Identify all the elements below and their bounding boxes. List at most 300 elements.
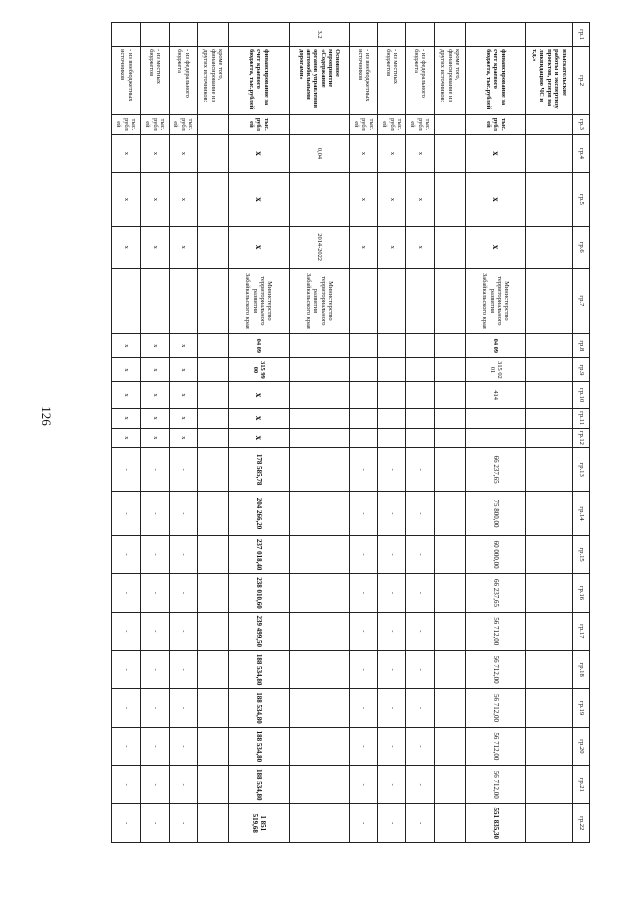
cell-gr16: 238 010,60	[229, 574, 290, 612]
header-cell: гр.11	[572, 408, 589, 428]
cell-gr20: -	[406, 727, 434, 765]
cell-gr20: -	[112, 727, 141, 765]
cell-gr22: -	[141, 804, 169, 843]
cell-gr19: -	[406, 689, 434, 727]
cell-number	[350, 23, 378, 47]
header-cell: гр.8	[572, 334, 589, 358]
cell-gr15: -	[141, 535, 169, 573]
cell-gr13: -	[350, 448, 378, 492]
cell-gr19: 56 712,00	[465, 689, 526, 727]
cell-gr6: x	[465, 226, 526, 268]
cell-gr15	[197, 535, 228, 573]
cell-unit	[197, 115, 228, 135]
cell-gr20: 56 712,00	[465, 727, 526, 765]
cell-gr22	[289, 804, 350, 843]
cell-gr4: x	[350, 134, 378, 172]
table-row	[197, 23, 228, 843]
cell-gr12	[350, 428, 378, 448]
header-cell: гр.7	[572, 268, 589, 334]
cell-gr7	[378, 268, 406, 334]
cell-number: 3.2	[289, 23, 350, 47]
cell-gr6	[526, 226, 572, 268]
cell-gr19	[197, 689, 228, 727]
header-cell: гр.2	[572, 47, 589, 115]
cell-gr7	[141, 268, 169, 334]
header-cell: гр.3	[572, 115, 589, 135]
cell-number	[406, 23, 434, 47]
cell-gr7	[406, 268, 434, 334]
cell-gr8: x	[141, 334, 169, 358]
cell-gr4: x	[229, 134, 290, 172]
cell-gr4: x	[406, 134, 434, 172]
cell-gr10: x	[112, 382, 141, 408]
cell-gr9: x	[169, 358, 197, 382]
cell-name: - из федерального бюджета	[406, 47, 434, 115]
header-cell: гр.12	[572, 428, 589, 448]
cell-gr19: -	[169, 689, 197, 727]
table-row	[465, 23, 526, 843]
cell-name: - из местных бюджетов	[378, 47, 406, 115]
cell-gr5: x	[112, 173, 141, 227]
cell-gr12: x	[229, 428, 290, 448]
cell-name: - из местных бюджетов	[141, 47, 169, 115]
cell-gr9	[289, 358, 350, 382]
cell-gr10	[289, 382, 350, 408]
header-cell: гр.10	[572, 382, 589, 408]
cell-gr18: -	[141, 650, 169, 688]
cell-number	[141, 23, 169, 47]
cell-gr22	[197, 804, 228, 843]
cell-gr14: -	[378, 492, 406, 536]
cell-gr6: 2014-2022	[289, 226, 350, 268]
cell-name: изыскательские работы и экспертизу проектов, резерв на ликвидацию ЧС и т.д.»	[526, 47, 572, 115]
cell-gr12	[406, 428, 434, 448]
cell-gr18: 188 534,80	[229, 650, 290, 688]
cell-name: кроме того, финансирование из других источников:	[197, 47, 228, 115]
cell-gr15: -	[169, 535, 197, 573]
cell-gr12	[465, 428, 526, 448]
cell-gr14: -	[112, 492, 141, 536]
cell-gr19: -	[350, 689, 378, 727]
cell-unit: тыс. рублей	[112, 115, 141, 135]
cell-gr5: x	[465, 173, 526, 227]
header-cell: гр.5	[572, 173, 589, 227]
cell-gr15	[289, 535, 350, 573]
cell-gr8: 04 09	[465, 334, 526, 358]
header-cell: гр.20	[572, 727, 589, 765]
cell-gr12: x	[141, 428, 169, 448]
cell-gr4: 0,04	[289, 134, 350, 172]
cell-unit	[434, 115, 465, 135]
header-row	[572, 23, 589, 843]
cell-gr15: -	[112, 535, 141, 573]
cell-gr14: -	[141, 492, 169, 536]
header-cell: гр.4	[572, 134, 589, 172]
cell-gr21: -	[141, 766, 169, 804]
budget-table	[111, 22, 590, 843]
header-cell: гр.18	[572, 650, 589, 688]
cell-gr18: -	[169, 650, 197, 688]
cell-gr18: 56 712,00	[465, 650, 526, 688]
table-row	[169, 23, 197, 843]
cell-gr9	[526, 358, 572, 382]
cell-gr15: -	[406, 535, 434, 573]
cell-gr19: 188 534,80	[229, 689, 290, 727]
cell-gr8	[350, 334, 378, 358]
table-row	[406, 23, 434, 843]
cell-gr16: 66 237,65	[465, 574, 526, 612]
cell-gr17: -	[112, 612, 141, 650]
cell-gr6: x	[378, 226, 406, 268]
cell-gr4: x	[378, 134, 406, 172]
cell-gr13	[526, 448, 572, 492]
cell-gr21: -	[112, 766, 141, 804]
cell-gr20: -	[378, 727, 406, 765]
cell-gr10	[350, 382, 378, 408]
header-cell: гр.15	[572, 535, 589, 573]
cell-gr20: 188 534,80	[229, 727, 290, 765]
cell-gr4: x	[169, 134, 197, 172]
cell-gr11	[378, 408, 406, 428]
cell-gr6	[434, 226, 465, 268]
cell-gr15	[434, 535, 465, 573]
cell-gr10	[197, 382, 228, 408]
cell-gr19	[434, 689, 465, 727]
cell-gr4: x	[465, 134, 526, 172]
header-cell: гр.9	[572, 358, 589, 382]
cell-gr11	[350, 408, 378, 428]
cell-gr5	[526, 173, 572, 227]
cell-unit: тыс. рублей	[350, 115, 378, 135]
cell-gr13: -	[141, 448, 169, 492]
cell-gr7	[169, 268, 197, 334]
cell-unit: тыс. рублей	[465, 115, 526, 135]
cell-gr18: -	[406, 650, 434, 688]
cell-gr10	[434, 382, 465, 408]
cell-gr11	[289, 408, 350, 428]
cell-gr18	[526, 650, 572, 688]
cell-gr18	[434, 650, 465, 688]
cell-gr22	[434, 804, 465, 843]
cell-number	[169, 23, 197, 47]
header-cell: гр.17	[572, 612, 589, 650]
cell-name: - из федерального бюджета	[169, 47, 197, 115]
cell-gr14	[197, 492, 228, 536]
cell-gr16	[526, 574, 572, 612]
cell-gr12	[378, 428, 406, 448]
table-row	[526, 23, 572, 843]
cell-gr17: -	[406, 612, 434, 650]
cell-number	[434, 23, 465, 47]
cell-gr21: -	[406, 766, 434, 804]
cell-unit: тыс. рублей	[406, 115, 434, 135]
page-number: 126	[39, 406, 54, 426]
cell-gr13: -	[406, 448, 434, 492]
cell-gr6: x	[112, 226, 141, 268]
cell-gr22: 551 835,30	[465, 804, 526, 843]
cell-gr12: x	[169, 428, 197, 448]
cell-gr4: x	[141, 134, 169, 172]
cell-gr11	[197, 408, 228, 428]
cell-gr21	[526, 766, 572, 804]
cell-unit	[289, 115, 350, 135]
cell-gr16: -	[378, 574, 406, 612]
cell-gr5	[289, 173, 350, 227]
cell-gr15: -	[378, 535, 406, 573]
cell-gr9: 315 02 01	[465, 358, 526, 382]
header-cell: гр.14	[572, 492, 589, 536]
cell-gr7	[197, 268, 228, 334]
cell-gr21	[434, 766, 465, 804]
cell-gr14	[526, 492, 572, 536]
cell-gr14: 75 800,00	[465, 492, 526, 536]
cell-gr13: 178 585,78	[229, 448, 290, 492]
cell-gr7	[526, 268, 572, 334]
cell-gr9	[378, 358, 406, 382]
cell-gr11: x	[112, 408, 141, 428]
cell-gr8	[406, 334, 434, 358]
cell-gr17: -	[378, 612, 406, 650]
cell-gr16: -	[141, 574, 169, 612]
cell-gr7: Министерство территориального развития Забайкальского края	[229, 268, 290, 334]
cell-gr5	[434, 173, 465, 227]
rotated-table-wrapper	[111, 22, 590, 843]
cell-gr12	[526, 428, 572, 448]
cell-unit: тыс. рублей	[141, 115, 169, 135]
cell-gr10: x	[229, 382, 290, 408]
cell-gr18	[197, 650, 228, 688]
cell-gr11	[434, 408, 465, 428]
cell-gr19: -	[112, 689, 141, 727]
header-cell: гр.1	[572, 23, 589, 47]
cell-gr9	[434, 358, 465, 382]
cell-gr5: x	[229, 173, 290, 227]
cell-gr6: x	[350, 226, 378, 268]
cell-gr21: 56 712,00	[465, 766, 526, 804]
cell-name: - из внебюджетных источников	[350, 47, 378, 115]
cell-gr18: -	[350, 650, 378, 688]
cell-number	[465, 23, 526, 47]
cell-gr17: 239 499,50	[229, 612, 290, 650]
cell-gr13: 66 237,65	[465, 448, 526, 492]
cell-gr5: x	[406, 173, 434, 227]
cell-gr8	[526, 334, 572, 358]
cell-name: кроме того, финансирование из других источников:	[434, 47, 465, 115]
header-cell: гр.22	[572, 804, 589, 843]
cell-gr14	[434, 492, 465, 536]
cell-gr8: x	[112, 334, 141, 358]
cell-gr14: 204 266,20	[229, 492, 290, 536]
cell-gr17: -	[169, 612, 197, 650]
cell-gr21: -	[350, 766, 378, 804]
cell-gr10	[378, 382, 406, 408]
cell-gr22: 1 851 519,68	[229, 804, 290, 843]
cell-gr13: -	[378, 448, 406, 492]
header-cell: гр.19	[572, 689, 589, 727]
cell-gr10: x	[169, 382, 197, 408]
cell-gr22: -	[169, 804, 197, 843]
cell-gr14: -	[406, 492, 434, 536]
cell-gr19: -	[141, 689, 169, 727]
cell-unit: тыс. рублей	[378, 115, 406, 135]
cell-gr16: -	[169, 574, 197, 612]
cell-gr7: Министерство территориального развития Забайкальского края	[289, 268, 350, 334]
cell-gr13	[434, 448, 465, 492]
cell-gr6: x	[229, 226, 290, 268]
cell-gr4	[197, 134, 228, 172]
header-cell: гр.6	[572, 226, 589, 268]
cell-gr6: x	[169, 226, 197, 268]
cell-gr15	[526, 535, 572, 573]
header-cell: гр.21	[572, 766, 589, 804]
cell-gr12	[434, 428, 465, 448]
cell-gr5: x	[350, 173, 378, 227]
cell-gr9	[350, 358, 378, 382]
cell-unit: тыс. рублей	[229, 115, 290, 135]
cell-gr17	[197, 612, 228, 650]
cell-gr18	[289, 650, 350, 688]
cell-gr7	[112, 268, 141, 334]
cell-gr6: x	[141, 226, 169, 268]
cell-gr11	[465, 408, 526, 428]
cell-gr9	[406, 358, 434, 382]
cell-gr17	[434, 612, 465, 650]
cell-gr19: -	[378, 689, 406, 727]
cell-gr7: Министерство территориального развития Забайкальского края	[465, 268, 526, 334]
cell-gr11	[526, 408, 572, 428]
cell-gr18: -	[112, 650, 141, 688]
cell-name: финансирование за счет краевого бюджета, тыс.рублей	[465, 47, 526, 115]
cell-gr10: x	[141, 382, 169, 408]
cell-gr10	[406, 382, 434, 408]
cell-gr8	[197, 334, 228, 358]
cell-gr18: -	[378, 650, 406, 688]
cell-gr21: -	[378, 766, 406, 804]
cell-number	[197, 23, 228, 47]
cell-gr16	[197, 574, 228, 612]
cell-name: финансирование за счет краевого бюджета, тыс.рублей	[229, 47, 290, 115]
cell-gr16: -	[406, 574, 434, 612]
cell-gr15: 60 000,00	[465, 535, 526, 573]
cell-gr12	[197, 428, 228, 448]
cell-gr7	[434, 268, 465, 334]
cell-gr16	[289, 574, 350, 612]
cell-gr12: x	[112, 428, 141, 448]
cell-gr8	[434, 334, 465, 358]
cell-gr19	[289, 689, 350, 727]
cell-gr20	[526, 727, 572, 765]
cell-gr8	[378, 334, 406, 358]
cell-gr17: -	[141, 612, 169, 650]
cell-gr21	[289, 766, 350, 804]
cell-gr17	[526, 612, 572, 650]
cell-gr16: -	[112, 574, 141, 612]
cell-gr21: -	[169, 766, 197, 804]
cell-gr16	[434, 574, 465, 612]
cell-gr12	[289, 428, 350, 448]
cell-gr20	[289, 727, 350, 765]
cell-gr21: 188 534,80	[229, 766, 290, 804]
cell-gr17: -	[350, 612, 378, 650]
cell-gr5	[197, 173, 228, 227]
cell-number	[229, 23, 290, 47]
table-row	[141, 23, 169, 843]
cell-gr17	[289, 612, 350, 650]
cell-gr11: x	[169, 408, 197, 428]
table-row	[378, 23, 406, 843]
cell-gr15: 237 018,40	[229, 535, 290, 573]
cell-gr10	[526, 382, 572, 408]
cell-gr20	[197, 727, 228, 765]
header-cell: гр.13	[572, 448, 589, 492]
cell-gr22: -	[112, 804, 141, 843]
cell-gr22: -	[350, 804, 378, 843]
cell-gr13	[197, 448, 228, 492]
cell-name: Основное мероприятие «Содержание органов управления автомобильными дорогами»	[289, 47, 350, 115]
cell-gr20: -	[169, 727, 197, 765]
cell-number	[378, 23, 406, 47]
cell-gr20	[434, 727, 465, 765]
cell-gr11	[406, 408, 434, 428]
cell-gr11: x	[229, 408, 290, 428]
cell-gr14: -	[350, 492, 378, 536]
cell-gr22: -	[406, 804, 434, 843]
cell-gr17: 56 712,00	[465, 612, 526, 650]
table-row	[112, 23, 141, 843]
cell-gr13	[289, 448, 350, 492]
cell-gr5: x	[378, 173, 406, 227]
table-row	[289, 23, 350, 843]
cell-name: - из внебюджетных источников	[112, 47, 141, 115]
cell-gr14: -	[169, 492, 197, 536]
cell-gr22: -	[378, 804, 406, 843]
table-row	[229, 23, 290, 843]
cell-gr13: -	[169, 448, 197, 492]
cell-gr6: x	[406, 226, 434, 268]
cell-gr14	[289, 492, 350, 536]
cell-unit: тыс. рублей	[169, 115, 197, 135]
cell-gr9: x	[141, 358, 169, 382]
cell-number	[526, 23, 572, 47]
table-row	[350, 23, 378, 843]
cell-gr6	[197, 226, 228, 268]
cell-gr22	[526, 804, 572, 843]
cell-gr15: -	[350, 535, 378, 573]
cell-gr7	[350, 268, 378, 334]
cell-gr5: x	[169, 173, 197, 227]
header-cell: гр.16	[572, 574, 589, 612]
table-row	[434, 23, 465, 843]
cell-gr4	[434, 134, 465, 172]
cell-gr21	[197, 766, 228, 804]
cell-gr11: x	[141, 408, 169, 428]
cell-unit	[526, 115, 572, 135]
cell-gr5: x	[141, 173, 169, 227]
cell-gr8	[289, 334, 350, 358]
cell-gr20: -	[350, 727, 378, 765]
cell-gr9: x	[112, 358, 141, 382]
cell-gr9: 315 99 00	[229, 358, 290, 382]
cell-gr9	[197, 358, 228, 382]
cell-number	[112, 23, 141, 47]
cell-gr13: -	[112, 448, 141, 492]
cell-gr8: x	[169, 334, 197, 358]
cell-gr8: 04 09	[229, 334, 290, 358]
cell-gr10: 414	[465, 382, 526, 408]
cell-gr16: -	[350, 574, 378, 612]
cell-gr4: x	[112, 134, 141, 172]
cell-gr19	[526, 689, 572, 727]
